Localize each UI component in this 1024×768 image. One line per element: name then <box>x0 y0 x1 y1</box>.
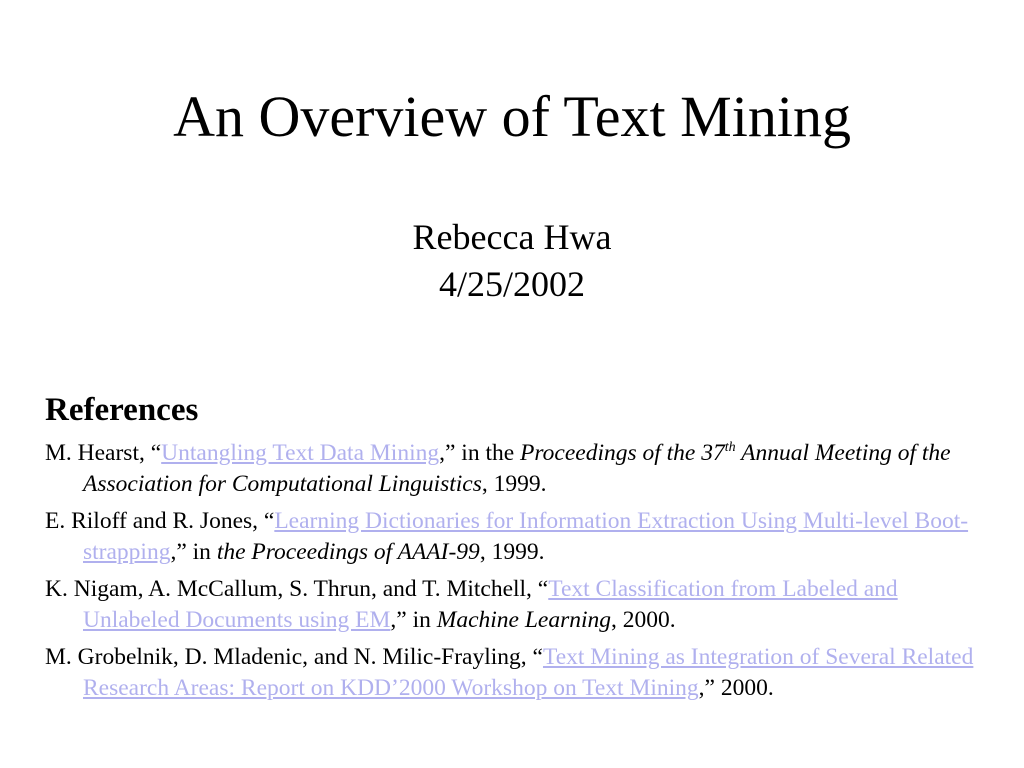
reference-connector: ,” in <box>170 539 217 565</box>
reference-link-text-mining-integration[interactable]: Text Mining as Integration of Several Related Research Areas: Report on KDD’2000 Workshop on Text Mining <box>83 644 974 701</box>
reference-year: , 1999. <box>479 539 545 565</box>
reference-venue: the Proceedings of AAAI-99 <box>216 539 480 565</box>
reference-year: ,” 2000. <box>698 675 774 701</box>
reference-item-grobelnik <box>45 642 990 704</box>
reference-authors: M. Hearst, “ <box>45 440 162 466</box>
reference-item-hearst <box>45 438 990 500</box>
slide-title: An Overview of Text Mining <box>173 84 851 149</box>
reference-venue-text: Proceedings of the 37 <box>520 440 725 466</box>
reference-authors: E. Riloff and R. Jones, “ <box>45 508 275 534</box>
reference-venue: Machine Learning <box>436 607 612 633</box>
reference-venue-superscript: th <box>724 440 736 455</box>
reference-authors: K. Nigam, A. McCallum, S. Thrun, and T. Mitchell, “ <box>45 576 549 602</box>
reference-connector: ,” in <box>390 607 437 633</box>
reference-item-riloff <box>45 506 990 568</box>
references-heading: References <box>45 392 199 428</box>
reference-authors: M. Grobelnik, D. Mladenic, and N. Milic-Frayling, “ <box>45 644 543 670</box>
reference-link-text-classification[interactable]: Text Classification from Labeled and Unlabeled Documents using EM <box>83 576 898 633</box>
reference-link-learning-dictionaries[interactable]: Learning Dictionaries for Information Extraction Using Multi-level Boot-strapping <box>83 508 969 565</box>
references-list <box>45 438 990 710</box>
author-name: Rebecca Hwa <box>412 217 612 257</box>
presentation-date: 4/25/2002 <box>438 264 585 304</box>
reference-venue-rest: Annual Meeting of the Association for Computational Linguistics <box>83 440 951 497</box>
reference-year: , 2000. <box>611 607 676 633</box>
reference-connector: ,” in the <box>439 440 521 466</box>
reference-year: , 1999. <box>481 471 547 497</box>
reference-item-nigam <box>45 574 990 636</box>
subtitle-block <box>0 214 1024 308</box>
reference-link-untangling[interactable]: Untangling Text Data Mining <box>161 440 440 466</box>
